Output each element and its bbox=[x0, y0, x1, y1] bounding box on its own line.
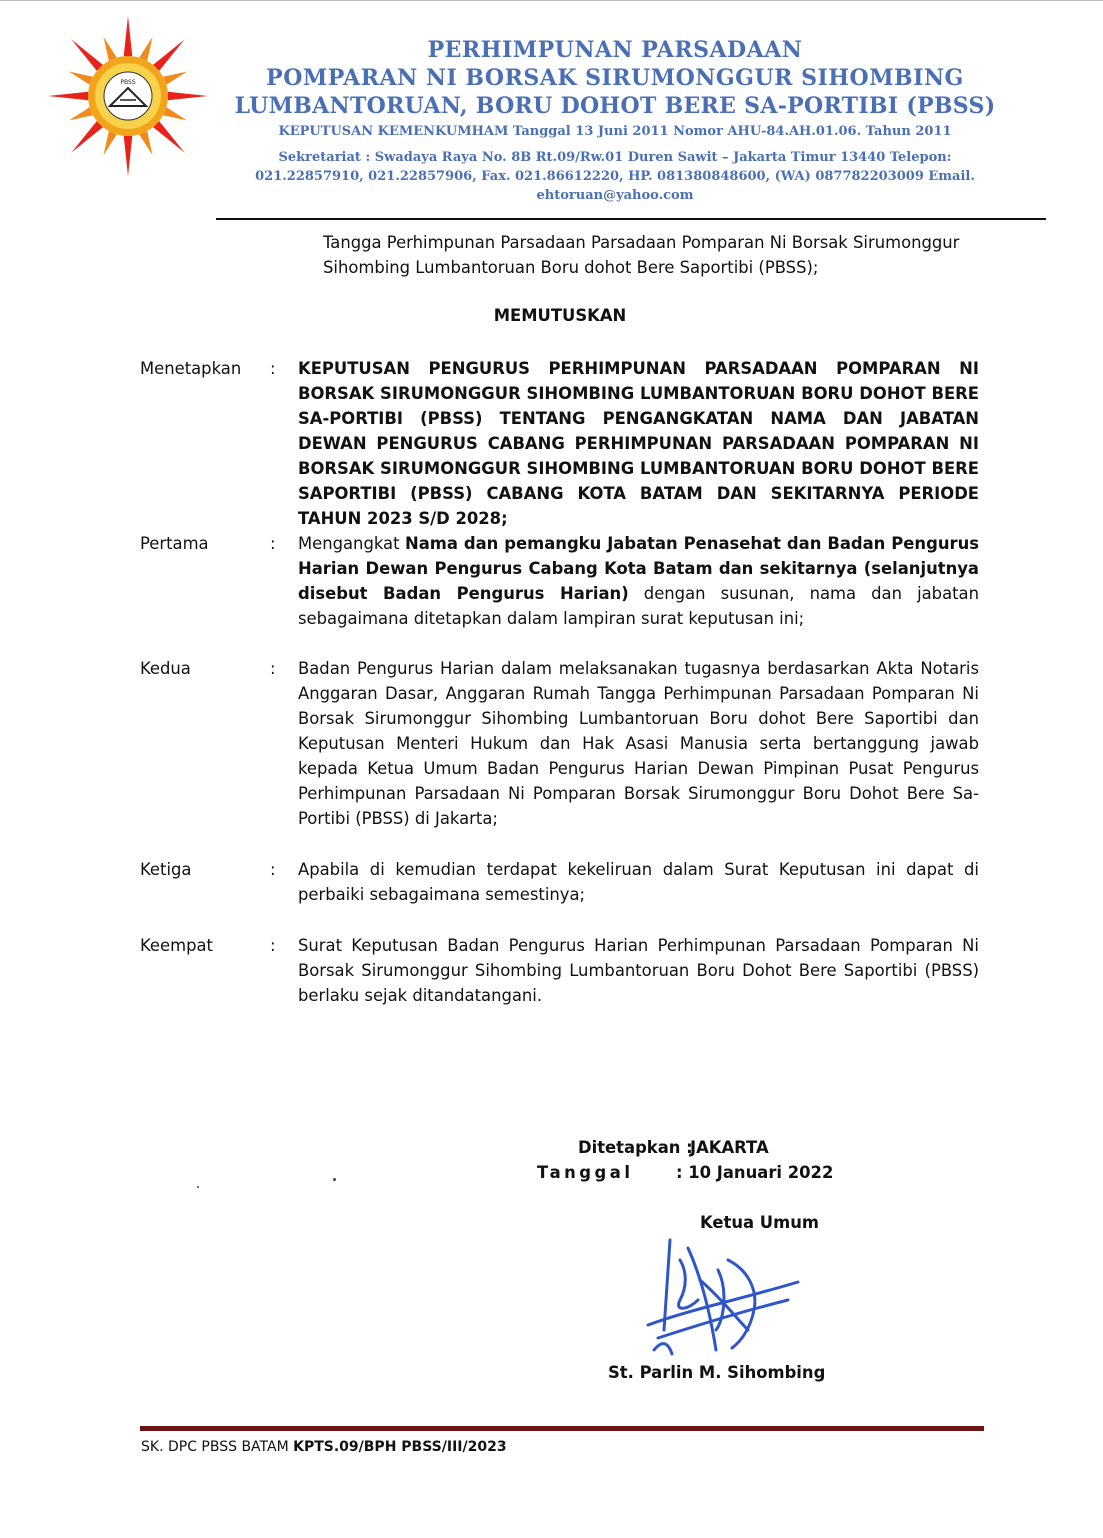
page-edge bbox=[0, 0, 1103, 1]
clause-text-pre: Mengangkat bbox=[298, 534, 405, 553]
sun-ray bbox=[124, 16, 133, 56]
intro-paragraph: Tangga Perhimpunan Parsadaan Parsadaan Pomparan Ni Borsak Sirumonggur Sihombing Lumbantoruan Boru dohot Bere Saportibi (PBSS); bbox=[323, 233, 960, 277]
sun-ray bbox=[153, 39, 184, 70]
handwritten-signature bbox=[628, 1230, 808, 1365]
clause-label: Kedua bbox=[140, 659, 191, 678]
logo-text: PBSS bbox=[120, 79, 136, 86]
signature-date-label: Tanggal bbox=[537, 1163, 634, 1182]
org-name-line2: POMPARAN NI BORSAK SIRUMONGGUR SIHOMBING bbox=[266, 65, 964, 91]
sun-ray bbox=[124, 136, 133, 176]
sun-ray bbox=[69, 72, 93, 85]
document-reference-number: KPTS.09/BPH PBSS/III/2023 bbox=[293, 1439, 507, 1455]
legal-decree: KEPUTUSAN KEMENKUMHAM Tanggal 13 Juni 2011 Nomor AHU-84.AH.01.06. Tahun 2011 bbox=[278, 124, 952, 139]
clause-label: Menetapkan bbox=[140, 359, 242, 378]
sun-ray bbox=[71, 39, 102, 70]
org-name-line1: PERHIMPUNAN PARSADAAN bbox=[427, 37, 803, 63]
sun-ray bbox=[48, 92, 88, 101]
clause-colon: : bbox=[270, 936, 276, 955]
clause-colon: : bbox=[270, 659, 276, 678]
sun-ray bbox=[163, 107, 187, 120]
decision-title: MEMUTUSKAN bbox=[493, 306, 627, 325]
sun-ray bbox=[139, 37, 152, 61]
document-reference bbox=[141, 1439, 507, 1455]
document-reference-prefix: SK. DPC PBSS BATAM bbox=[141, 1439, 294, 1455]
clause-text: KEPUTUSAN PENGURUS PERHIMPUNAN PARSADAAN POMPARAN NI BORSAK SIRUMONGGUR SIHOMBING LUMBANTORUAN BORU DOHOT BERE SA-PORTIBI (PBSS) TENTANG PENGANGKATAN NAMA DAN JABATAN DEWAN PENGURUS CABANG PERHIMPUNAN PARSADAAN POMPARAN NI BORSAK SIRUMONGGUR SIHOMBING LUMBANTORUAN BORU DOHOT BERE SAPORTIBI (PBSS) CABANG KOTA BATAM DAN SEKITARNYA PERIODE TAHUN 2023 S/D 2028; bbox=[298, 359, 979, 528]
scan-speck bbox=[197, 1186, 199, 1188]
sun-ray bbox=[104, 37, 117, 61]
clause-text: Apabila di kemudian terdapat kekeliruan dalam Surat Keputusan ini dapat di perbaiki sebagaimana semestinya; bbox=[298, 860, 979, 904]
pbss-sun-emblem-icon bbox=[44, 8, 212, 188]
clause-text bbox=[298, 531, 979, 631]
sun-ray bbox=[163, 72, 187, 85]
clause-text-post: dengan susunan, nama dan jabatan sebagaimana ditetapkan dalam lampiran surat keputusan ini; bbox=[298, 584, 979, 628]
clause-colon: : bbox=[270, 359, 276, 378]
scan-speck bbox=[333, 1178, 336, 1181]
signature-place-value: JAKARTA bbox=[690, 1138, 769, 1157]
sun-ray bbox=[71, 121, 102, 152]
clause-label: Keempat bbox=[140, 936, 213, 955]
signatory-name: St. Parlin M. Sihombing bbox=[608, 1363, 826, 1382]
org-name-line3: LUMBANTORUAN, BORU DOHOT BERE SA-PORTIBI (PBSS) bbox=[234, 93, 996, 119]
sun-ray bbox=[153, 121, 184, 152]
signature-role: Ketua Umum bbox=[700, 1213, 819, 1232]
clause-colon: : bbox=[270, 534, 276, 553]
sun-ray bbox=[139, 131, 152, 155]
address-line1: Sekretariat : Swadaya Raya No. 8B Rt.09/Rw.01 Duren Sawit – Jakarta Timur 13440 Telepon: bbox=[278, 150, 952, 165]
letterhead bbox=[200, 36, 1030, 205]
clause-text: Surat Keputusan Badan Pengurus Harian Perhimpunan Parsadaan Pomparan Ni Borsak Sirumonggur Sihombing Lumbantoruan Boru Dohot Bere Saportibi (PBSS) berlaku sejak ditandatangani. bbox=[298, 936, 979, 1005]
address-email: ehtoruan@yahoo.com bbox=[536, 188, 694, 203]
clause-label: Ketiga bbox=[140, 860, 192, 879]
sun-ray bbox=[69, 107, 93, 120]
signature-date-value: : 10 Januari 2022 bbox=[676, 1163, 834, 1182]
clause-text-bold: Nama dan pemangku Jabatan Penasehat dan Badan Pengurus Harian Dewan Pengurus Cabang Kota Batam dan sekitarnya (selanjutnya disebut Badan Pengurus Harian) bbox=[298, 534, 980, 603]
address-line2: 021.22857910, 021.22857906, Fax. 021.86612220, HP. 081380848600, (WA) 087782203009 Email. bbox=[255, 169, 975, 184]
clause-colon: : bbox=[270, 860, 276, 879]
signature-place-label: Ditetapkan : bbox=[578, 1138, 693, 1157]
sun-ray bbox=[104, 131, 117, 155]
letterhead-divider bbox=[216, 218, 1046, 220]
clause-label: Pertama bbox=[140, 534, 209, 553]
address-block bbox=[200, 148, 1030, 205]
footer-bar bbox=[140, 1426, 984, 1431]
clause-text: Badan Pengurus Harian dalam melaksanakan tugasnya berdasarkan Akta Notaris Anggaran Dasar, Anggaran Rumah Tangga Perhimpunan Parsadaan Pomparan Ni Borsak Sirumonggur Sihombing Lumbantoruan Boru dohot Bere Saportibi dan Keputusan Menteri Hukum dan Hak Asasi Manusia serta bertanggung jawab kepada Ketua Umum Badan Pengurus Harian Dewan Pimpinan Pusat Pengurus Perhimpunan Parsadaan Ni Pomparan Borsak Sirumonggur Boru Dohot Bere Sa-Portibi (PBSS) di Jakarta; bbox=[298, 659, 979, 828]
